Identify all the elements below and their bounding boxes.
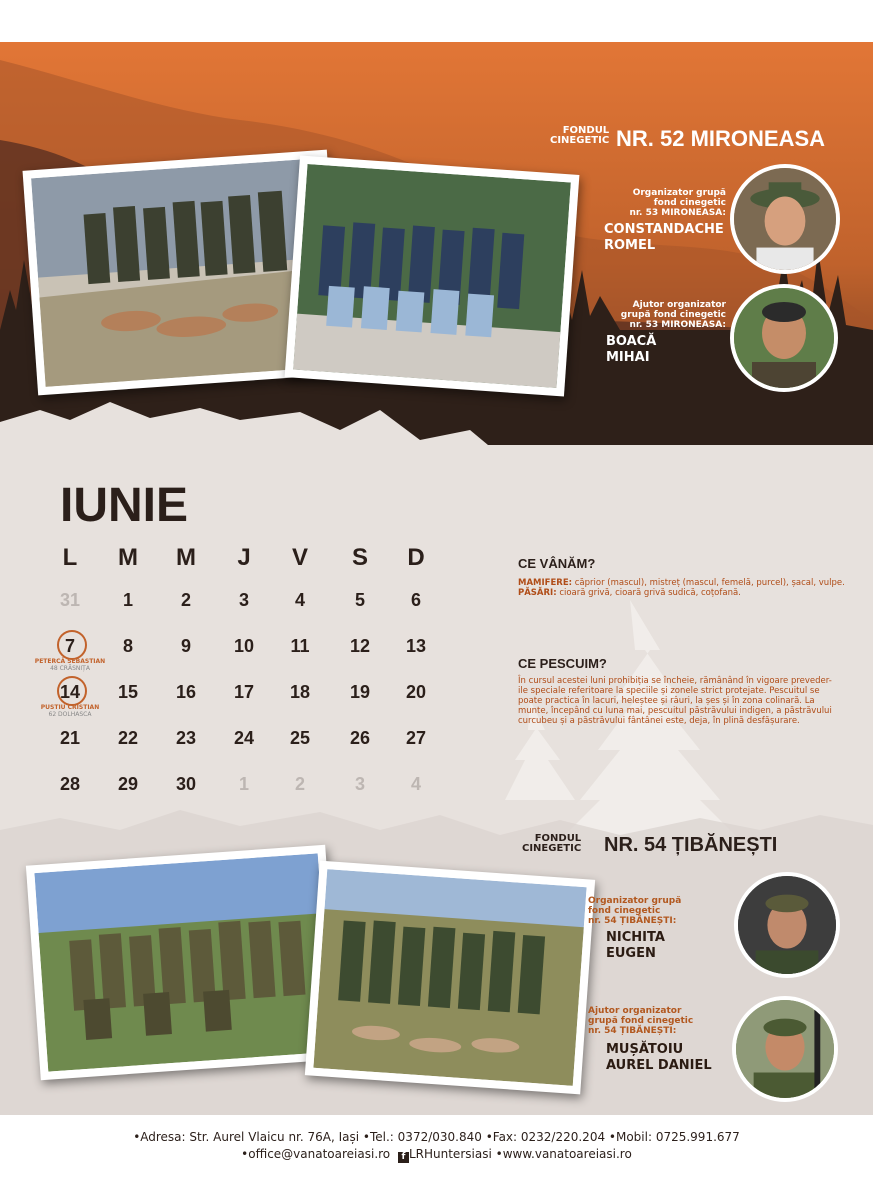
nameday-14: PUSTIU CRISTIAN 62 DOLHASCA — [40, 704, 100, 718]
avatar-musatoiu — [732, 996, 838, 1102]
calendar-day: 23 — [175, 728, 197, 748]
calendar-day: 31 — [59, 590, 81, 610]
hunt-title: CE VÂNĂM? — [518, 556, 596, 571]
calendar-day: 2 — [294, 774, 305, 794]
calendar-day: 29 — [117, 774, 139, 794]
calendar-day: 17 — [233, 682, 255, 702]
calendar-day: 24 — [233, 728, 255, 748]
calendar-day: 14 — [59, 682, 81, 702]
top-person2-name: BOACĂ MIHAI — [606, 334, 657, 365]
footer-email[interactable]: •office@vanatoareiasi.ro — [241, 1147, 391, 1161]
top-person2-role: Ajutor organizator grupă fond cinegetic nr. 53 MIRONEASA: — [620, 300, 726, 330]
calendar-day: 1 — [122, 590, 133, 610]
footer-address: •Adresa: Str. Aurel Vlaicu nr. 76A, Iași •Tel.: 0372/030.840 •Fax: 0232/220.204 •Mobil: 0725.991.677 — [133, 1130, 740, 1144]
weekday-mon: L — [62, 544, 78, 571]
calendar-day: 2 — [180, 590, 191, 610]
calendar-day: 9 — [180, 636, 191, 656]
fish-title: CE PESCUIM? — [518, 656, 607, 671]
calendar-day: 1 — [238, 774, 249, 794]
hunt-text: MAMIFERE: căprior (mascul), mistreț (mascul, femelă, purcel), șacal, vulpe. PĂSĂRI: cioară grivă, cioară grivă sudică, coțofană. — [518, 578, 845, 598]
calendar-day: 11 — [290, 636, 310, 656]
calendar-day: 28 — [59, 774, 81, 794]
calendar-day: 3 — [354, 774, 365, 794]
calendar-day: 4 — [294, 590, 305, 610]
weekday-sun: D — [407, 544, 425, 571]
calendar-day: 25 — [289, 728, 311, 748]
calendar-day: 27 — [405, 728, 427, 748]
footer-facebook[interactable]: LRHuntersiasi — [408, 1147, 492, 1161]
nameday-ring-7 — [57, 630, 87, 660]
weekday-sat: S — [351, 544, 368, 571]
calendar-day: 19 — [349, 682, 371, 702]
weekday-fri: V — [291, 544, 308, 571]
calendar-day: 22 — [117, 728, 139, 748]
bottom-person2-role: Ajutor organizator grupă fond cinegetic nr. 54 ȚIBĂNEȘTI: — [588, 1006, 694, 1036]
group-photo-3 — [26, 845, 340, 1080]
facebook-icon: f — [398, 1152, 409, 1163]
calendar-day: 21 — [59, 728, 81, 748]
calendar-day: 4 — [410, 774, 421, 794]
bottom-person1-name: NICHITA EUGEN — [606, 930, 665, 961]
bottom-person1-role: Organizator grupă fond cinegetic nr. 54 ȚIBĂNEȘTI: — [588, 896, 682, 926]
fish-text: În cursul acestei luni prohibiția se încheie, rămânând în vigoare preveder- ile speciale referitoare la speciile și zonele strict protejate. Pescuitul se poate practica în lacuri, heleștee și râuri, la șes și în zona colinară. La munte, începând cu luna mai, pescuitul păstrăvului indigen, a păstrăvului curcubeu și a păstrăvului fântânei este, deja, în plină desfășurare. — [518, 676, 832, 726]
weekday-wed: M — [176, 544, 196, 571]
calendar-day: 13 — [405, 636, 427, 656]
avatar-boaca — [730, 284, 838, 392]
top-fund-title: NR. 52 MIRONEASA — [616, 126, 826, 151]
calendar-day: 7 — [64, 636, 75, 656]
nameday-7: PETERCĂ SEBASTIAN 48 CRĂSNIȚA — [34, 658, 106, 672]
avatar-nichita — [734, 872, 840, 978]
calendar-day: 18 — [289, 682, 311, 702]
calendar-day: 3 — [238, 590, 249, 610]
month-title: IUNIE — [60, 479, 189, 532]
calendar-day: 12 — [349, 636, 371, 656]
calendar-day: 6 — [410, 590, 421, 610]
calendar-day: 8 — [122, 636, 133, 656]
calendar-day: 15 — [117, 682, 139, 702]
top-person1-name: CONSTANDACHE ROMEL — [604, 222, 724, 253]
footer-website[interactable]: •www.vanatoareiasi.ro — [495, 1147, 632, 1161]
footer-contacts — [0, 1147, 873, 1163]
calendar-day: 20 — [405, 682, 427, 702]
calendar-day: 26 — [349, 728, 371, 748]
top-person1-role: Organizator grupă fond cinegetic nr. 53 MIRONEASA: — [629, 188, 726, 218]
weekday-tue: M — [118, 544, 138, 571]
top-fund-label: FONDUL CINEGETIC — [550, 125, 610, 146]
bottom-fund-title: NR. 54 ȚIBĂNEȘTI — [604, 834, 778, 856]
calendar-day: 10 — [233, 636, 255, 656]
bottom-person2-name: MUȘĂTOIU AUREL DANIEL — [606, 1042, 712, 1073]
calendar-day: 16 — [175, 682, 197, 702]
calendar-day: 30 — [175, 774, 197, 794]
weekday-thu: J — [237, 544, 251, 571]
avatar-constandache — [730, 164, 840, 274]
group-photo-4 — [305, 861, 595, 1095]
calendar-day: 5 — [354, 590, 365, 610]
nameday-ring-14 — [57, 676, 87, 706]
bottom-fund-label: FONDUL CINEGETIC — [522, 833, 582, 854]
group-photo-2 — [285, 156, 580, 397]
